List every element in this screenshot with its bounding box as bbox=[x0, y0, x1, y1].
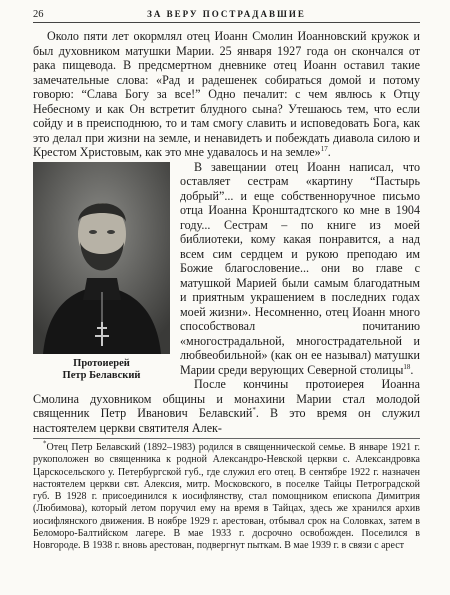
paragraph-1 bbox=[33, 29, 420, 160]
page-header bbox=[33, 6, 420, 23]
footnote-text: Отец Петр Белавский (1892–1983) родился в священнической семье. В январе 1921 г. рукоположен во священника к родной Александро-Невской церкви с. Александровка Царскосельского у. Петербургской губ., где служил его отец. В сентябре 1922 г. назначен настоятелем церкви свт. Алексия, митр. Московского, в поселке Тайцы Петроградской губ. В 1928 г. присоединился к иосифлянству, стал помощником епископа Димитрия (Любимова), который летом поручил ему на время в Тайцах, здесь же хранился архив иосифлянского движения. В ноябре 1929 г. арестован, отбывал срок на Соловках, затем в Беломоро-Балтийском лагере. В мае 1933 г. досрочно освобожден. Поселился в Новгороде. В 1938 г. вновь арестован, подвергнут пыткам. В мае 1939 г. в связи с арест bbox=[33, 442, 420, 552]
footnote-ref-asterisk: * bbox=[252, 405, 256, 414]
portrait-photo bbox=[33, 162, 170, 354]
endnote-ref-17: 17 bbox=[320, 144, 328, 153]
portrait-caption bbox=[33, 358, 170, 383]
caption-line-2: Петр Белавский bbox=[62, 370, 141, 381]
paragraph-2-end: . bbox=[410, 362, 414, 377]
paragraph-3 bbox=[33, 377, 420, 435]
paragraph-1-text: Около пяти лет окормлял отец Иоанн Смолин Иоанновский кружок и был духовником матушки Марии. 25 января 1927 года он скончался от рака пищевода. В предсмертном дневнике отец Иоанн оставил такие замечательные слова: «Рад и радешенек собираться домой и потому говорю: “Слава Богу за все!” Одно печалит: с чем явлюсь к Отцу Небесному и как Он встретит блудного сына? Утешаюсь тем, что если сойду и в преисподнюю, то и там смогу славить и исповедовать Бога, как это делал при жизни на земле, и ненавидеть и побеждать диавола силою и Крестом Христовым, как это мне удавалось и на земле» bbox=[33, 29, 420, 159]
paragraph-1-end: . bbox=[327, 145, 331, 159]
portrait-figure bbox=[33, 162, 170, 383]
footnote-marker: * bbox=[43, 439, 47, 448]
page-number: 26 bbox=[33, 9, 44, 20]
main-text bbox=[33, 29, 420, 435]
endnote-ref-18: 18 bbox=[403, 362, 411, 371]
paragraph-3-text: После кончины протоиерея Иоанна Смолина духовником общины и монахини Марии стал молодой священник Петр Иванович Белавский bbox=[33, 377, 420, 420]
priest-portrait-image bbox=[33, 162, 170, 354]
paragraph-3-end: . В это время он служил настоятелем церкви святителя Алек- bbox=[33, 406, 420, 435]
paragraph-2-text: В завещании отец Иоанн написал, что оставляет сестрам «картину “Пастырь добрый”... и еще собственноручное письмо отца Иоанна Кронштадтского ко мне в 1904 году... Сестрам – по книге из моей библиотеки, кому какая понравится, а над всем сим сердцем и рукою преподаю им Божие благословение... они во главе с матушкой Марией были самым благодатным и приятным украшением в последних годах моей жизни». Несомненно, отец Иоанн много способствовал почитанию «многострадальной, многострадательной и любвеобильной» (как он ее называл) матушки Марии среди верующих Северной столицы bbox=[180, 159, 420, 377]
caption-line-1: Протоиерей bbox=[73, 357, 130, 369]
running-head: ЗА ВЕРУ ПОСТРАДАВШИЕ bbox=[147, 9, 306, 19]
footnote-block bbox=[33, 438, 420, 553]
footnote bbox=[33, 439, 420, 553]
